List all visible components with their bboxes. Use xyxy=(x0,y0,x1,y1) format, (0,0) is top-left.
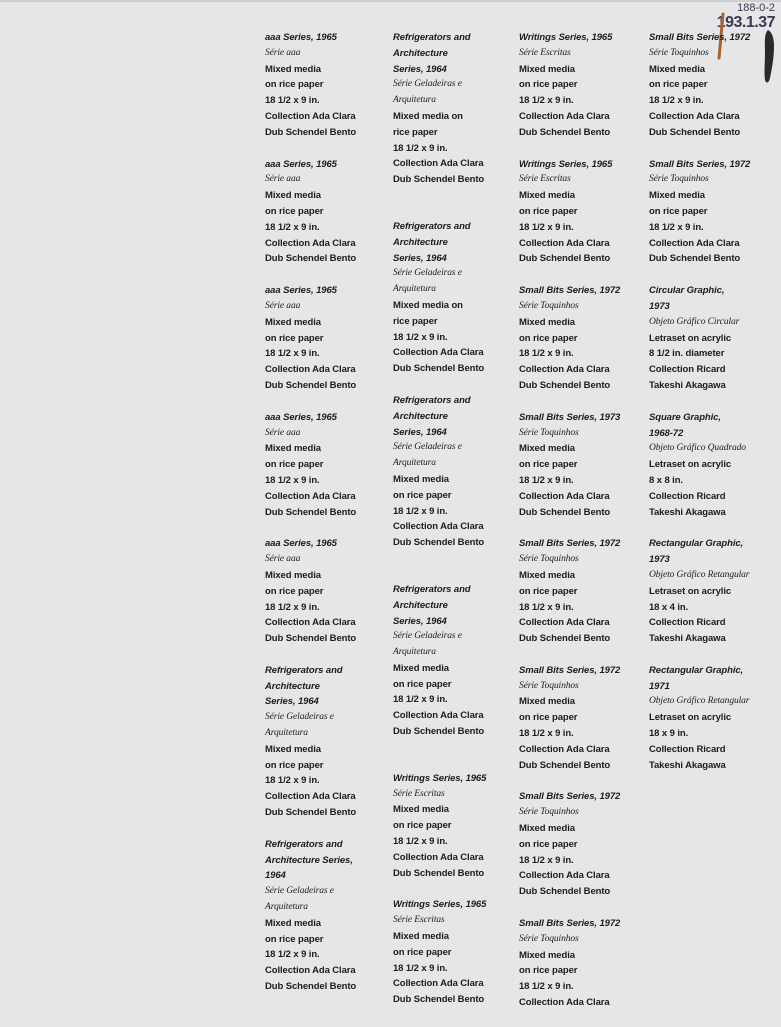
entry-detail: on rice paper xyxy=(265,933,324,945)
entry-detail: Mixed media xyxy=(519,569,575,581)
entry-title: Small Bits Series, 1972 xyxy=(519,664,621,676)
entry-detail: on rice paper xyxy=(519,965,578,977)
entry-subtitle: Arquitetura xyxy=(265,728,308,739)
entry-detail: Takeshi Akagawa xyxy=(649,633,726,645)
entry-detail: 18 1/2 x 9 in. xyxy=(519,474,574,486)
entry-detail: Mixed media xyxy=(265,443,321,455)
entry-detail: rice paper xyxy=(393,315,438,327)
entry-subtitle: Série aaa xyxy=(265,174,301,185)
catalog-entry xyxy=(393,897,521,1008)
entry-detail: on rice paper xyxy=(649,79,708,91)
column-1 xyxy=(265,30,393,1011)
entry-detail: Dub Schendel Bento xyxy=(649,126,741,138)
entry-title: 1964 xyxy=(265,870,286,882)
entry-title: Refrigerators and xyxy=(393,394,471,406)
entry-detail: 18 1/2 x 9 in. xyxy=(519,728,574,740)
entry-subtitle: Arquitetura xyxy=(393,284,436,295)
entry-detail: Mixed media xyxy=(649,190,705,202)
entry-detail: Takeshi Akagawa xyxy=(649,379,726,391)
entry-subtitle: Série aaa xyxy=(265,47,301,58)
entry-detail: Collection Ada Clara xyxy=(649,237,740,249)
entry-subtitle: Série Toquinhos xyxy=(519,807,579,818)
entry-subtitle: Arquitetura xyxy=(393,95,436,106)
entry-detail: Collection Ada Clara xyxy=(519,237,610,249)
entry-detail: Dub Schendel Bento xyxy=(265,379,357,391)
catalog-entry xyxy=(393,219,521,377)
entry-title: Series, 1964 xyxy=(393,426,447,438)
entry-title: Refrigerators and xyxy=(265,664,343,676)
entry-detail: Dub Schendel Bento xyxy=(519,633,611,645)
entry-title: Series, 1964 xyxy=(393,252,447,264)
entry-subtitle: Série Toquinhos xyxy=(519,427,579,438)
catalog-entry xyxy=(393,582,521,740)
entry-subtitle: Série Geladeiras e xyxy=(265,712,334,723)
entry-detail: Collection Ada Clara xyxy=(265,364,356,376)
entry-subtitle: Série Geladeiras e xyxy=(393,79,462,90)
entry-detail: on rice paper xyxy=(519,459,578,471)
entry-detail: Collection Ada Clara xyxy=(393,851,484,863)
entry-detail: Dub Schendel Bento xyxy=(265,126,357,138)
entry-detail: on rice paper xyxy=(265,759,324,771)
entry-title: 1973 xyxy=(649,300,670,312)
entry-detail: 18 1/2 x 9 in. xyxy=(393,142,448,154)
entry-detail: 18 1/2 x 9 in. xyxy=(649,221,704,233)
entry-detail: Collection Ada Clara xyxy=(649,110,740,122)
entry-subtitle: Série Escritas xyxy=(393,915,445,926)
entry-detail: Dub Schendel Bento xyxy=(649,253,741,265)
entry-detail: rice paper xyxy=(393,126,438,138)
entry-title: Writings Series, 1965 xyxy=(519,32,613,43)
entry-detail: on rice paper xyxy=(393,820,452,832)
entry-detail: Collection Ada Clara xyxy=(393,710,484,722)
entry-detail: Collection Ada Clara xyxy=(265,237,356,249)
entry-title: aaa Series, 1965 xyxy=(265,285,337,297)
entry-detail: Mixed media xyxy=(649,63,705,75)
entry-detail: on rice paper xyxy=(519,205,578,217)
catalog-entry xyxy=(519,916,647,1011)
entry-detail: Dub Schendel Bento xyxy=(519,759,611,771)
entry-detail: 18 x 9 in. xyxy=(649,728,689,740)
entry-detail: Dub Schendel Bento xyxy=(265,633,357,645)
entry-subtitle: Série Toquinhos xyxy=(649,174,709,185)
entry-detail: Collection Ada Clara xyxy=(265,965,356,977)
catalog-entry xyxy=(519,30,647,141)
entry-detail: Mixed media xyxy=(265,316,321,328)
entry-detail: 18 1/2 x 9 in. xyxy=(265,601,320,613)
entry-detail: Mixed media xyxy=(265,743,321,755)
entry-detail: Dub Schendel Bento xyxy=(393,994,485,1006)
entry-detail: 18 1/2 x 9 in. xyxy=(519,221,574,233)
entry-title: aaa Series, 1965 xyxy=(265,32,337,43)
entry-detail: on rice paper xyxy=(265,332,324,344)
entry-detail: 18 1/2 x 9 in. xyxy=(393,836,448,848)
entry-detail: 18 1/2 x 9 in. xyxy=(265,348,320,360)
entry-detail: 18 1/2 x 9 in. xyxy=(265,474,320,486)
entry-detail: Collection Ada Clara xyxy=(393,521,484,533)
entry-detail: on rice paper xyxy=(393,489,452,501)
entry-detail: 18 1/2 x 9 in. xyxy=(519,95,574,107)
entry-detail: Mixed media xyxy=(265,63,321,75)
entry-title: Small Bits Series, 1972 xyxy=(649,158,751,170)
catalog-entry xyxy=(265,837,393,995)
entry-subtitle: Objeto Gráfico Quadrado xyxy=(649,443,746,454)
handwritten-annotation xyxy=(695,2,775,31)
entry-detail: 18 1/2 x 9 in. xyxy=(519,854,574,866)
entry-detail: on rice paper xyxy=(649,205,708,217)
entry-subtitle: Série Toquinhos xyxy=(519,300,579,311)
entry-detail: Dub Schendel Bento xyxy=(519,886,611,898)
entry-detail: 18 1/2 x 9 in. xyxy=(265,775,320,787)
entry-detail: Mixed media xyxy=(265,190,321,202)
entry-detail: Mixed media xyxy=(393,473,449,485)
entry-detail: Dub Schendel Bento xyxy=(519,506,611,518)
page-top-edge xyxy=(0,0,781,2)
entry-detail: Dub Schendel Bento xyxy=(519,126,611,138)
entry-detail: Dub Schendel Bento xyxy=(393,537,485,549)
entry-detail: Mixed media xyxy=(519,316,575,328)
entry-title: Small Bits Series, 1973 xyxy=(519,411,621,423)
entry-subtitle: Série Escritas xyxy=(393,788,445,799)
catalog-entry xyxy=(265,157,393,268)
entry-detail: 18 1/2 x 9 in. xyxy=(265,949,320,961)
entry-detail: Collection Ada Clara xyxy=(519,870,610,882)
entry-title: Square Graphic, xyxy=(649,411,721,423)
entry-subtitle: Série aaa xyxy=(265,300,301,311)
entry-detail: Collection Ricard xyxy=(649,617,726,629)
entry-detail: 18 1/2 x 9 in. xyxy=(519,601,574,613)
catalog-entry xyxy=(649,30,779,141)
entry-detail: 18 1/2 x 9 in. xyxy=(393,962,448,974)
entry-detail: Mixed media xyxy=(265,917,321,929)
entry-title: Refrigerators and xyxy=(393,583,471,595)
entry-title: Series, 1964 xyxy=(393,615,447,627)
entry-subtitle: Série aaa xyxy=(265,427,301,438)
entry-detail: Dub Schendel Bento xyxy=(393,726,485,738)
entry-subtitle: Série Geladeiras e xyxy=(393,268,462,279)
entry-subtitle: Série Toquinhos xyxy=(649,47,709,58)
entry-detail: Mixed media xyxy=(265,569,321,581)
column-4 xyxy=(649,30,779,789)
entry-subtitle: Arquitetura xyxy=(393,647,436,658)
entry-title: 1973 xyxy=(649,554,670,566)
entry-detail: 8 1/2 in. diameter xyxy=(649,348,725,360)
entry-detail: Dub Schendel Bento xyxy=(519,253,611,265)
entry-detail: 18 1/2 x 9 in. xyxy=(519,981,574,993)
catalog-entry xyxy=(519,157,647,268)
entry-detail: Dub Schendel Bento xyxy=(265,807,357,819)
entry-title: Small Bits Series, 1972 xyxy=(519,791,621,803)
entry-title: aaa Series, 1965 xyxy=(265,158,337,170)
entry-subtitle: Série Escritas xyxy=(519,174,571,185)
entry-title: Series, 1964 xyxy=(393,63,447,75)
entry-subtitle: Objeto Gráfico Retangular xyxy=(649,569,750,580)
entry-detail: Mixed media xyxy=(519,63,575,75)
entry-detail: Dub Schendel Bento xyxy=(393,867,485,879)
entry-subtitle: Objeto Gráfico Circular xyxy=(649,316,740,327)
catalog-entry xyxy=(649,157,779,268)
entry-title: Rectangular Graphic, xyxy=(649,664,744,676)
entry-subtitle: Série Toquinhos xyxy=(519,680,579,691)
entry-detail: Collection Ada Clara xyxy=(519,490,610,502)
entry-title: Small Bits Series, 1972 xyxy=(519,538,621,550)
entry-title: Rectangular Graphic, xyxy=(649,538,744,550)
entry-detail: Dub Schendel Bento xyxy=(265,981,357,993)
entry-detail: on rice paper xyxy=(519,332,578,344)
entry-detail: Dub Schendel Bento xyxy=(393,363,485,375)
entry-detail: Takeshi Akagawa xyxy=(649,759,726,771)
entry-detail: 18 1/2 x 9 in. xyxy=(393,331,448,343)
entry-title: Writings Series, 1965 xyxy=(519,158,613,170)
entry-detail: on rice paper xyxy=(393,678,452,690)
entry-title: Series, 1964 xyxy=(265,696,319,708)
entry-detail: 8 x 8 in. xyxy=(649,474,683,486)
entry-detail: Mixed media on xyxy=(393,110,463,122)
catalog-entry xyxy=(519,536,647,647)
entry-detail: Collection Ada Clara xyxy=(393,158,484,170)
entry-detail: Mixed media on xyxy=(393,299,463,311)
entry-detail: Mixed media xyxy=(519,190,575,202)
entry-title: Writings Series, 1965 xyxy=(393,772,487,784)
entry-detail: Letraset on acrylic xyxy=(649,712,732,724)
entry-detail: on rice paper xyxy=(265,205,324,217)
entry-title: 1968-72 xyxy=(649,427,684,439)
entry-detail: on rice paper xyxy=(519,79,578,91)
catalog-entry xyxy=(393,30,521,188)
entry-detail: on rice paper xyxy=(265,585,324,597)
catalog-entry xyxy=(649,410,779,521)
entry-detail: Mixed media xyxy=(519,823,575,835)
entry-detail: Collection Ada Clara xyxy=(519,364,610,376)
entry-detail: Collection Ada Clara xyxy=(265,791,356,803)
entry-title: Refrigerators and xyxy=(393,220,471,232)
entry-title: aaa Series, 1965 xyxy=(265,411,337,423)
entry-detail: Dub Schendel Bento xyxy=(519,379,611,391)
entry-subtitle: Série Toquinhos xyxy=(519,933,579,944)
entry-detail: Letraset on acrylic xyxy=(649,459,732,471)
entry-detail: Letraset on acrylic xyxy=(649,332,732,344)
entry-title: Refrigerators and xyxy=(265,838,343,850)
catalog-entry xyxy=(265,410,393,521)
entry-detail: Collection Ada Clara xyxy=(519,997,610,1009)
entry-detail: Collection Ada Clara xyxy=(393,347,484,359)
entry-subtitle: Série Geladeiras e xyxy=(393,631,462,642)
entry-detail: on rice paper xyxy=(393,946,452,958)
entry-detail: Collection Ada Clara xyxy=(265,110,356,122)
entry-detail: on rice paper xyxy=(519,712,578,724)
entry-title: Architecture Series, xyxy=(265,854,353,866)
entry-title: 1971 xyxy=(649,680,670,692)
entry-detail: Collection Ada Clara xyxy=(265,617,356,629)
entry-detail: Collection Ricard xyxy=(649,743,726,755)
catalog-entry xyxy=(519,789,647,900)
entry-detail: Collection Ricard xyxy=(649,364,726,376)
annotation-line-1: 188-0-2 xyxy=(737,2,775,14)
entry-detail: Letraset on acrylic xyxy=(649,585,732,597)
entry-detail: Mixed media xyxy=(519,443,575,455)
entry-detail: 18 1/2 x 9 in. xyxy=(393,505,448,517)
catalog-entry xyxy=(265,30,393,141)
entry-subtitle: Série Geladeiras e xyxy=(265,886,334,897)
entry-detail: Collection Ada Clara xyxy=(265,490,356,502)
catalog-entry xyxy=(393,771,521,882)
entry-title: aaa Series, 1965 xyxy=(265,538,337,550)
column-2 xyxy=(393,30,521,1024)
entry-detail: Dub Schendel Bento xyxy=(265,506,357,518)
entry-detail: Collection Ricard xyxy=(649,490,726,502)
entry-subtitle: Arquitetura xyxy=(393,458,436,469)
entry-subtitle: Objeto Gráfico Retangular xyxy=(649,696,750,707)
entry-title: Architecture xyxy=(393,410,448,422)
entry-title: Refrigerators and xyxy=(393,32,471,43)
entry-detail: on rice paper xyxy=(519,585,578,597)
entry-detail: Takeshi Akagawa xyxy=(649,506,726,518)
entry-title: Small Bits Series, 1972 xyxy=(649,32,751,43)
entry-detail: Collection Ada Clara xyxy=(519,743,610,755)
entry-subtitle: Arquitetura xyxy=(265,902,308,913)
entry-detail: Mixed media xyxy=(393,804,449,816)
entry-detail: 18 x 4 in. xyxy=(649,601,689,613)
catalog-entry xyxy=(519,663,647,774)
entry-title: Circular Graphic, xyxy=(649,285,725,297)
entry-detail: 18 1/2 x 9 in. xyxy=(519,348,574,360)
entry-detail: Mixed media xyxy=(393,662,449,674)
entry-subtitle: Série Geladeiras e xyxy=(393,442,462,453)
entry-detail: 18 1/2 x 9 in. xyxy=(265,95,320,107)
annotation-line-2: 193.1.37 xyxy=(716,14,775,31)
entry-detail: on rice paper xyxy=(265,459,324,471)
catalog-entry xyxy=(649,536,779,647)
entry-title: Writings Series, 1965 xyxy=(393,899,487,911)
entry-title: Small Bits Series, 1972 xyxy=(519,285,621,297)
entry-detail: Collection Ada Clara xyxy=(393,978,484,990)
entry-subtitle: Série aaa xyxy=(265,554,301,565)
entry-detail: Mixed media xyxy=(393,931,449,943)
entry-detail: on rice paper xyxy=(265,79,324,91)
entry-title: Architecture xyxy=(393,47,448,59)
entry-detail: Dub Schendel Bento xyxy=(265,253,357,265)
entry-detail: Collection Ada Clara xyxy=(519,110,610,122)
catalog-entry xyxy=(393,393,521,551)
catalog-entry xyxy=(265,283,393,394)
entry-subtitle: Série Toquinhos xyxy=(519,554,579,565)
catalog-entry xyxy=(265,663,393,821)
column-3 xyxy=(519,30,647,1027)
catalog-entry xyxy=(519,283,647,394)
entry-detail: 18 1/2 x 9 in. xyxy=(265,221,320,233)
entry-detail: Collection Ada Clara xyxy=(519,617,610,629)
catalog-entry xyxy=(519,410,647,521)
catalog-entry xyxy=(649,663,779,774)
entry-title: Architecture xyxy=(393,599,448,611)
entry-title: Architecture xyxy=(393,236,448,248)
entry-detail: Dub Schendel Bento xyxy=(393,174,485,186)
entry-detail: Mixed media xyxy=(519,949,575,961)
entry-detail: Mixed media xyxy=(519,696,575,708)
catalog-entry xyxy=(265,536,393,647)
entry-title: Small Bits Series, 1972 xyxy=(519,918,621,930)
entry-detail: 18 1/2 x 9 in. xyxy=(393,694,448,706)
catalog-entry xyxy=(649,283,779,394)
entry-subtitle: Série Escritas xyxy=(519,47,571,58)
entry-detail: on rice paper xyxy=(519,838,578,850)
entry-detail: 18 1/2 x 9 in. xyxy=(649,95,704,107)
entry-title: Architecture xyxy=(265,680,320,692)
